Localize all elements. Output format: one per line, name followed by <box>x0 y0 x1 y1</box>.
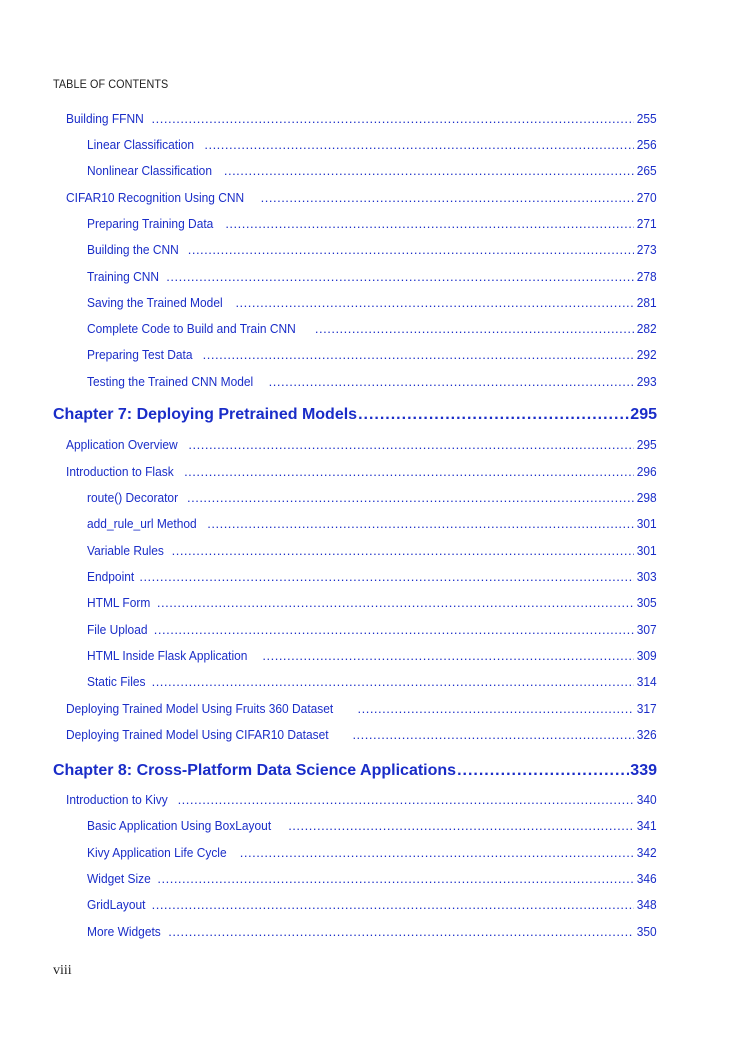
dot-leader <box>261 190 635 205</box>
toc-entry[interactable] <box>87 818 657 833</box>
toc-entry-page: 281 <box>637 295 657 310</box>
dot-leader <box>204 137 634 152</box>
toc-entry-title: Nonlinear Classification <box>87 163 212 178</box>
toc-entry[interactable] <box>87 269 657 284</box>
dot-leader <box>315 321 634 336</box>
toc-entry[interactable] <box>87 163 657 178</box>
toc-entry-page: 342 <box>637 845 657 860</box>
dot-leader <box>154 622 635 637</box>
toc-entry-page: 270 <box>637 190 657 205</box>
toc-entry-title: CIFAR10 Recognition Using CNN <box>66 190 245 205</box>
chapter-title: Chapter 7: Deploying Pretrained Models <box>53 406 358 423</box>
toc-entry-page: 256 <box>637 137 657 152</box>
toc-entry[interactable] <box>66 792 657 807</box>
toc-entry-page: 346 <box>637 871 657 886</box>
toc-entry-page: 350 <box>637 924 657 939</box>
toc-entry-title: Linear Classification <box>87 137 195 152</box>
toc-entry-title: Saving the Trained Model <box>87 295 223 310</box>
dot-leader <box>178 792 635 807</box>
dot-leader <box>357 701 634 716</box>
toc-entry-title: Basic Application Using BoxLayout <box>87 818 272 833</box>
toc-entry-title: HTML Form <box>87 595 151 610</box>
toc-entry[interactable] <box>87 137 657 152</box>
toc-entry-title: Training CNN <box>87 269 160 284</box>
dot-leader <box>235 295 634 310</box>
dot-leader <box>262 648 634 663</box>
toc-entry[interactable] <box>87 242 657 257</box>
dot-leader <box>166 269 634 284</box>
dot-leader <box>187 490 634 505</box>
toc-entry[interactable] <box>87 569 657 584</box>
dot-leader <box>157 595 634 610</box>
dot-leader <box>184 464 634 479</box>
toc-entry-title: HTML Inside Flask Application <box>87 648 248 663</box>
toc-entry[interactable] <box>87 595 657 610</box>
page-folio: viii <box>53 963 72 978</box>
toc-entry-title: Variable Rules <box>87 543 164 558</box>
toc-entry-title: Building the CNN <box>87 242 179 257</box>
toc-entry-page: 307 <box>637 622 657 637</box>
dot-leader <box>207 516 634 531</box>
toc-entry[interactable] <box>87 648 657 663</box>
toc-entry-title: Endpoint <box>87 569 135 584</box>
toc-entry-page: 309 <box>637 648 657 663</box>
toc-entry[interactable] <box>87 347 657 362</box>
toc-entry-page: 317 <box>637 701 657 716</box>
toc-entry-title: Building FFNN <box>66 111 144 126</box>
toc-entry-page: 295 <box>637 437 657 452</box>
toc-entry-page: 282 <box>637 321 657 336</box>
toc-entry[interactable] <box>66 701 657 716</box>
dot-leader <box>152 111 635 126</box>
chapter-page: 339 <box>630 762 657 779</box>
toc-entry[interactable] <box>66 437 657 452</box>
toc-entry-title: Widget Size <box>87 871 151 886</box>
dot-leader <box>358 406 629 424</box>
dot-leader <box>152 897 635 912</box>
toc-entry[interactable] <box>87 543 657 558</box>
toc-entry-page: 303 <box>637 569 657 584</box>
toc-entry[interactable] <box>87 516 657 531</box>
dot-leader <box>225 216 634 231</box>
toc-entry[interactable] <box>87 295 657 310</box>
toc-entry-title: Static Files <box>87 674 146 689</box>
toc-entry[interactable] <box>87 871 657 886</box>
dot-leader <box>203 347 635 362</box>
toc-entry[interactable] <box>87 374 657 389</box>
toc-entry-page: 278 <box>637 269 657 284</box>
dot-leader <box>152 674 635 689</box>
dot-leader <box>188 437 634 452</box>
toc-entry-page: 348 <box>637 897 657 912</box>
toc-entry-title: Deploying Trained Model Using CIFAR10 Dataset <box>66 727 329 742</box>
toc-entry-title: Kivy Application Life Cycle <box>87 845 227 860</box>
toc-entry[interactable] <box>66 190 657 205</box>
dot-leader <box>240 845 635 860</box>
toc-entry-page: 255 <box>637 111 657 126</box>
dot-leader <box>288 818 634 833</box>
running-head: TABLE OF CONTENTS <box>53 77 169 91</box>
toc-entry-page: 292 <box>637 347 657 362</box>
toc-entry[interactable] <box>87 674 657 689</box>
toc-entry[interactable] <box>87 216 657 231</box>
toc-entry[interactable] <box>66 464 657 479</box>
toc-entry-page: 296 <box>637 464 657 479</box>
toc-entry-page: 301 <box>637 516 657 531</box>
toc-entry[interactable] <box>87 897 657 912</box>
dot-leader <box>172 543 635 558</box>
dot-leader <box>269 374 635 389</box>
toc-entry-title: GridLayout <box>87 897 146 912</box>
toc-chapter-entry[interactable] <box>53 406 657 424</box>
toc-chapter-entry[interactable] <box>53 762 657 780</box>
toc-entry-title: Deploying Trained Model Using Fruits 360 Dataset <box>66 701 334 716</box>
toc-entry[interactable] <box>87 924 657 939</box>
toc-entry-page: 298 <box>637 490 657 505</box>
toc-entry-title: Complete Code to Build and Train CNN <box>87 321 296 336</box>
toc-entry-title: Testing the Trained CNN Model <box>87 374 254 389</box>
toc-entry-page: 265 <box>637 163 657 178</box>
toc-entry-page: 273 <box>637 242 657 257</box>
toc-entry-title: More Widgets <box>87 924 161 939</box>
toc-entry-title: Preparing Training Data <box>87 216 214 231</box>
toc-entry[interactable] <box>87 845 657 860</box>
toc-entry-page: 271 <box>637 216 657 231</box>
toc-entry-page: 314 <box>637 674 657 689</box>
toc-entry-page: 305 <box>637 595 657 610</box>
toc-entry[interactable] <box>87 622 657 637</box>
dot-leader <box>188 242 635 257</box>
dot-leader <box>352 727 634 742</box>
dot-leader <box>224 163 634 178</box>
dot-leader <box>168 924 634 939</box>
toc-entry-page: 293 <box>637 374 657 389</box>
toc-entry[interactable] <box>87 490 657 505</box>
toc-entry[interactable] <box>87 321 657 336</box>
toc-entry-title: File Upload <box>87 622 148 637</box>
dot-leader <box>457 762 629 780</box>
toc-entry-title: Preparing Test Data <box>87 347 193 362</box>
toc-entry-title: Application Overview <box>66 437 178 452</box>
toc-entry-title: route() Decorator <box>87 490 179 505</box>
toc-entry-page: 301 <box>637 543 657 558</box>
toc-entry-title: Introduction to Kivy <box>66 792 168 807</box>
chapter-title: Chapter 8: Cross-Platform Data Science Applications <box>53 762 457 779</box>
toc-entry-title: Introduction to Flask <box>66 464 174 479</box>
toc-entry-page: 340 <box>637 792 657 807</box>
toc-entry-page: 341 <box>637 818 657 833</box>
dot-leader <box>139 569 634 584</box>
chapter-page: 295 <box>630 406 657 423</box>
toc-entry[interactable] <box>66 111 657 126</box>
dot-leader <box>157 871 634 886</box>
toc-entry-page: 326 <box>637 727 657 742</box>
toc-entry[interactable] <box>66 727 657 742</box>
toc-entry-title: add_rule_url Method <box>87 516 197 531</box>
